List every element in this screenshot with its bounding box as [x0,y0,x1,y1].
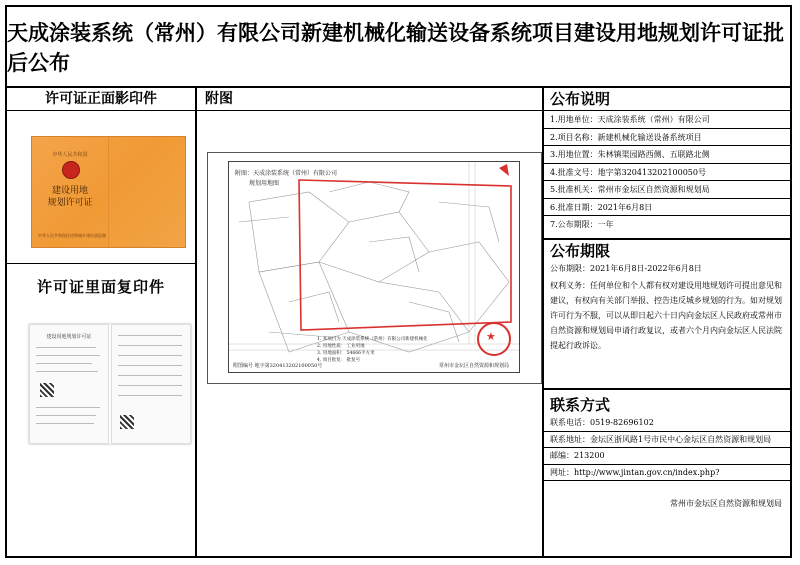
contact-address: 联系地址：金坛区浙风路1号市民中心金坛区自然资源和规划局 [544,432,790,449]
card-bottom-text: 中华人民共和国住房和城乡建设部监制 [38,233,106,238]
map-info-line: 4. 项目批复： 批复号 [317,358,361,363]
period-section [544,238,790,262]
attached-map-column [197,88,544,556]
notice-item: 4.批准文号：地字第320413202100050号 [544,163,790,181]
period-text: 公布期限：2021年6月8日-2022年6月8日 [550,264,702,273]
notice-item: 2.项目名称：新建机械化输送设备系统项目 [544,128,790,146]
seal-star-icon: ★ [486,330,496,343]
map-caption-top: 附图：天成涂装系统（常州）有限公司 [235,170,338,177]
national-emblem-icon [62,161,80,179]
contact-section [544,388,790,481]
notice-item: 5.批准机关：常州市金坛区自然资源和规划局 [544,180,790,198]
site-plan-image [207,152,542,384]
license-front-image [31,136,186,248]
license-images-column [7,88,197,556]
license-back-image [29,324,191,444]
map-info-line: 1. 本项目为 天成涂装系统（常州）有限公司新建机械化 [317,337,428,342]
notice-item: 1.用地单位：天成涂装系统（常州）有限公司 [544,110,790,128]
site-plan-frame [228,161,520,373]
map-info-line: 2. 用地性质： 工业用地 [317,344,365,349]
card-main-text: 建设用地 规划许可证 [47,186,93,208]
qr-code-icon [40,383,54,397]
map-caption-sub: 规划用地图 [249,180,280,187]
notice-item: 3.用地位置：朱林镇渠园路西侧、五联路北侧 [544,145,790,163]
attached-map-heading: 附图 [197,88,542,111]
page-title: 天成涂装系统（常州）有限公司新建机械化输送设备系统项目建设用地规划许可证批后公布 [7,7,790,88]
notice-info-column [544,88,790,556]
notice-item: 7.公布期限：一年 [544,215,790,233]
rights-duties-text: 权利义务：任何单位和个人都有权对建设用地规划许可提出意见和建议，有权向有关部门举报、控告违反城乡规划的行为。如对规划许可行为不服，可以从即日起六十日内向金坛区人民政府或常州市自然资源和规划局申请行政复议，或者六个月内向金坛区人民法院提起行政诉讼。 [550,281,782,350]
map-number: 附图编号 地字第320413202100050号 [233,363,323,369]
contact-website-link[interactable]: 网址：http://www.jintan.gov.cn/index.php? [544,465,790,482]
license-front-heading: 许可证正面影印件 [7,88,195,111]
license-back-heading: 许可证里面复印件 [36,278,165,296]
qr-code-icon [120,415,134,429]
issuing-authority: 常州市金坛区自然资源和规划局 [670,499,782,508]
card-fold-line [108,137,109,247]
map-issuer: 常州市金坛区自然资源和规划局 [439,363,510,369]
card-top-text: 中华人民共和国 [52,152,88,158]
license-back-left-page [29,324,109,444]
contact-postcode: 邮编：213200 [544,448,790,465]
license-back-right-page [111,324,191,444]
notice-item: 6.批准日期：2021年6月8日 [544,198,790,216]
contact-heading: 联系方式 [550,396,611,414]
period-heading: 公布期限 [550,242,611,260]
contact-phone: 联系电话：0519-82696102 [544,415,790,432]
license-back-title: 建设用地规划许可证 [46,334,92,340]
notice-heading: 公布说明 [550,90,611,108]
map-info-line: 3. 用地面积： 54666平方米 [317,351,375,356]
notice-list [544,110,790,233]
